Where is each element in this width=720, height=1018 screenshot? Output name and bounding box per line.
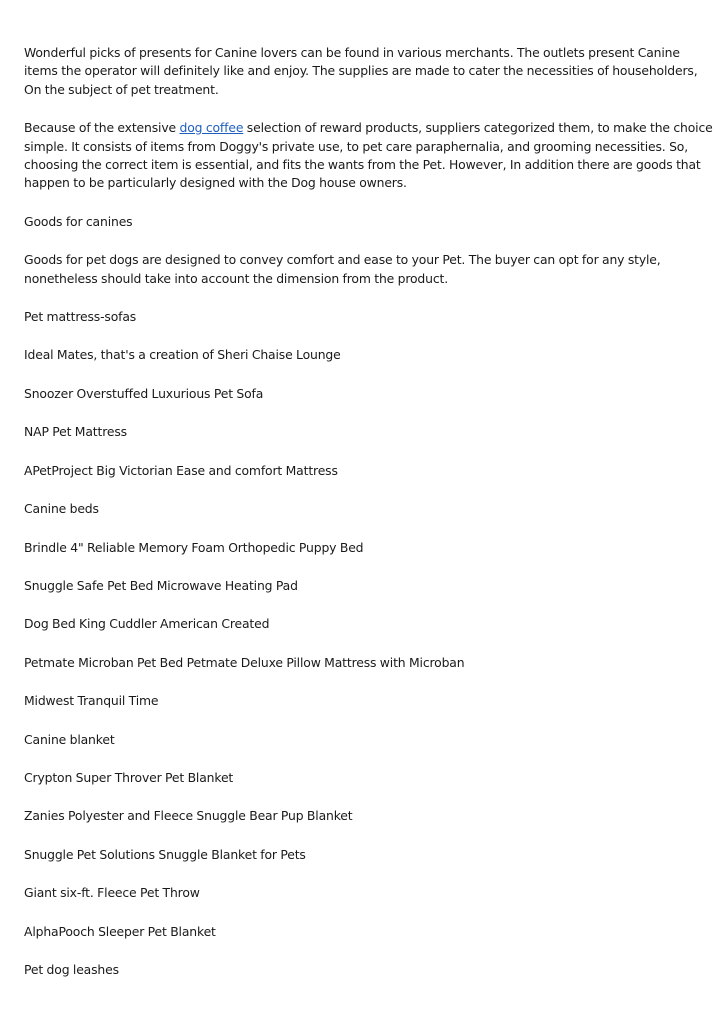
list-item: Petmate Microban Pet Bed Petmate Deluxe Pillow Mattress with Microban — [24, 654, 465, 670]
list-item: Zanies Polyester and Fleece Snuggle Bear Pup Blanket — [24, 808, 353, 824]
paragraph-text-after-link: selection of reward products, suppliers categorized them, to make the choice simple. It consists of items from Doggy's private use, to pet care paraphernalia, and grooming necessities. So, choosing the correct item is essential, and fits the wants from the Pet. However, In addition there are goods that happen to be particularly designed with the Dog house owners. — [24, 120, 713, 191]
list-item: Ideal Mates, that's a creation of Sheri Chaise Lounge — [24, 347, 341, 363]
list-item: Dog Bed King Cuddler American Created — [24, 616, 270, 632]
paragraph-text-before-link: Because of the extensive — [24, 120, 180, 136]
section-heading-pet-mattress-sofas: Pet mattress-sofas — [24, 309, 137, 325]
list-item: APetProject Big Victorian Ease and comfort Mattress — [24, 462, 338, 478]
list-item: Midwest Tranquil Time — [24, 693, 159, 709]
dog-coffee-link[interactable]: dog coffee — [179, 120, 244, 136]
list-item: Giant six-ft. Fleece Pet Throw — [24, 885, 200, 901]
goods-description-paragraph: Goods for pet dogs are designed to convey comfort and ease to your Pet. The buyer can opt for any style, nonetheless should take into account the dimension from the product. — [24, 252, 661, 286]
list-item: Crypton Super Throver Pet Blanket — [24, 769, 234, 785]
list-item: Snuggle Safe Pet Bed Microwave Heating Pad — [24, 577, 298, 593]
section-heading-goods-for-canines: Goods for canines — [24, 213, 133, 229]
list-item: Brindle 4" Reliable Memory Foam Orthopedic Puppy Bed — [24, 539, 364, 555]
list-item: NAP Pet Mattress — [24, 424, 127, 440]
list-item: Snoozer Overstuffed Luxurious Pet Sofa — [24, 385, 264, 401]
extensive-selection-paragraph — [24, 119, 714, 193]
list-item: AlphaPooch Sleeper Pet Blanket — [24, 923, 216, 939]
section-heading-canine-blanket: Canine blanket — [24, 731, 115, 747]
intro-paragraph: Wonderful picks of presents for Canine lovers can be found in various merchants. The outlets present Canine items the operator will definitely like and enjoy. The supplies are made to cater the necessities of householders, On the subject of pet treatment. — [24, 45, 698, 97]
section-heading-canine-beds: Canine beds — [24, 501, 99, 517]
list-item: Snuggle Pet Solutions Snuggle Blanket for Pets — [24, 846, 306, 862]
section-heading-pet-dog-leashes: Pet dog leashes — [24, 961, 119, 977]
document-body — [24, 44, 714, 999]
